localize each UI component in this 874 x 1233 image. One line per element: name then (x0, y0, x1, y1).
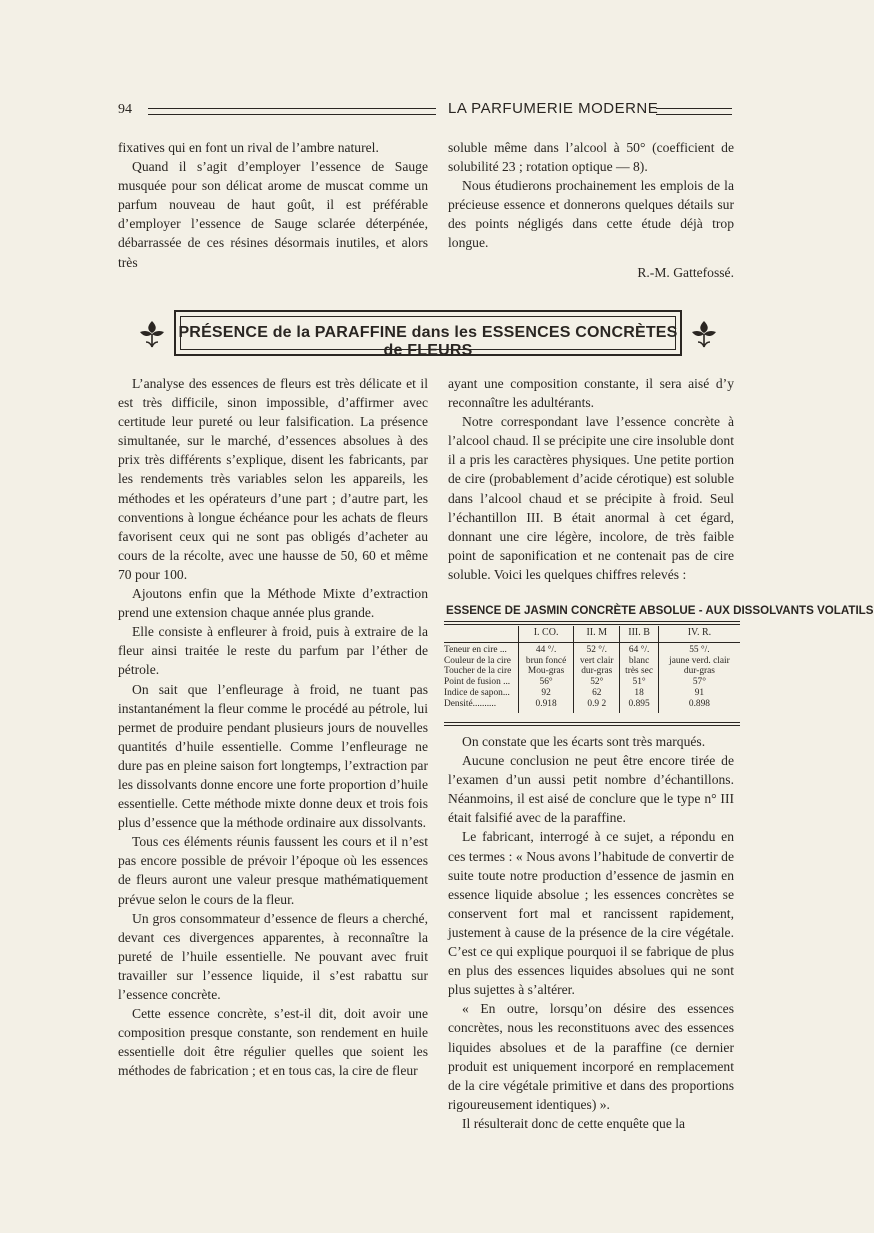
table-rule-bottom (444, 725, 740, 726)
table-row (444, 666, 740, 677)
table-cell: très sec (620, 666, 659, 677)
table-cell: 0.918 (519, 699, 574, 713)
column-top-right (448, 138, 734, 282)
table-rule-bottom (444, 722, 740, 723)
table-cell: 62 (574, 688, 620, 699)
paragraph: Un gros consommateur d’essence de fleurs a cherché, devant ces divergences apparentes, à reconnaître la pureté de l’huile essentielle. Ne pouvant avec fruit travailler sur l’essence liquide, il s’est rabattu sur l’essence concrète. (118, 910, 428, 1002)
row-label: Toucher de la cire (444, 666, 512, 677)
row-label: Point de fusion ... (444, 677, 511, 688)
author-signature: R.-M. Gattefossé. (637, 264, 734, 280)
table-cell: 64 °/. (620, 642, 659, 655)
paragraph: Il résulterait donc de cette enquête que la (462, 1115, 686, 1131)
table-cell: jaune verd. clair (658, 656, 740, 667)
table-cell: 0.9 2 (574, 699, 620, 713)
page-number: 94 (118, 102, 132, 117)
table-cell: 52 °/. (574, 642, 620, 655)
banner-frame (174, 310, 682, 359)
paragraph: Notre correspondant lave l’essence concrète à l’alcool chaud. Il se précipite une cire insoluble dont il a pris les caractères physiques. Une petite portion de cire (probablement d’acide cérotique) est soluble dans l’alcool chaud et se précipite à froid. Seul l’échantillon III. B était anormal à cet égard, donnant une cire légère, incolore, de très faible point de saponification et ne contenait pas de cire soluble. Voici les quelques chiffres relevés : (448, 414, 734, 582)
column-header: IV. R. (658, 626, 740, 642)
table-cell: 51° (620, 677, 659, 688)
table-cell: 0.895 (620, 699, 659, 713)
table-cell: Mou-gras (519, 666, 574, 677)
table-cell: 55 °/. (658, 642, 740, 655)
row-label: Densité.......... (444, 698, 497, 709)
table-cell: 57° (658, 677, 740, 688)
paragraph: Ajoutons enfin que la Méthode Mixte d’extraction prend une extension chaque année plus grande. (118, 586, 428, 621)
flower-ornament-icon (136, 318, 168, 350)
running-title: LA PARFUMERIE MODERNE (448, 100, 659, 117)
table-row (444, 656, 740, 667)
table-cell: vert clair (574, 656, 620, 667)
flower-ornament-icon (688, 318, 720, 350)
paragraph: Le fabricant, interrogé à ce sujet, a répondu en ces termes : « Nous avons l’habitude de convertir de suite toute notre production d’essence de jasmin en essence liquide absolue ; les essences concrètes se conservent fort mal et rancissent rapidement, justement à cause de la présence de la cire végétale. C’est ce qui explique pourquoi il se fabrique de plus en plus des essences liquides absolues qui ne sont plus sujettes à s’altérer. (448, 829, 734, 998)
table-row (444, 688, 740, 699)
header-rule-right (656, 108, 732, 115)
row-label: Indice de sapon... (444, 687, 510, 698)
paragraph: Aucune conclusion ne peut être encore tirée de l’examen d’un aussi petit nombre d’échantillons. Néanmoins, il est aisé de conclure que le type n° III était falsifié avec de la paraffine. (448, 753, 734, 826)
jasmine-wax-table (444, 626, 740, 713)
column-right-bottom (448, 732, 734, 1133)
table-header-row (444, 626, 740, 642)
section-banner (118, 306, 738, 362)
table-rule-top (444, 624, 740, 625)
paragraph: soluble même dans l’alcool à 50° (coefficient de solubilité 23 ; rotation optique — 8). (448, 140, 734, 175)
column-header: III. B (620, 626, 659, 642)
table-cell: 92 (519, 688, 574, 699)
paragraph: Nous étudierons prochainement les emplois de la précieuse essence et donnerons quelques détails sur des points négligés dans cette étude déjà trop longue. (448, 178, 734, 251)
table-title: ESSENCE DE JASMIN CONCRÈTE ABSOLUE - AUX DISSOLVANTS VOLATILS (446, 604, 874, 617)
table-cell: blanc (620, 656, 659, 667)
table-cell: 18 (620, 688, 659, 699)
running-header (118, 100, 732, 124)
paragraph: On sait que l’enfleurage à froid, ne tuant pas instantanément la fleur comme le procédé au pétrole, lui permet de produire pendant plusieurs jours de nouvelles quantités d’huile essentielle. Comme l’enfleurage ne dure pas en pleine saison fort longtemps, l’extraction par les dissolvants donne encore une forte proportion d’huile essentielle. Cette méthode mixte donne deux et trois fois plus d’essence que la méthode ordinaire aux dissolvants. (118, 681, 428, 831)
table-cell: 44 °/. (519, 642, 574, 655)
paragraph: ayant une composition constante, il sera aisé d’y reconnaître les adultérants. (448, 376, 734, 411)
paragraph: fixatives qui en font un rival de l’ambre naturel. (118, 140, 379, 155)
column-right-top (448, 374, 734, 584)
table-cell: 52° (574, 677, 620, 688)
column-left (118, 374, 428, 1080)
table-cell: dur-gras (658, 666, 740, 677)
section-title: PRÉSENCE de la PARAFFINE dans les ESSENCES CONCRÈTES de FLEURS (178, 324, 678, 359)
table-cell: brun foncé (519, 656, 574, 667)
column-top-left (118, 138, 428, 272)
table-row (444, 699, 740, 713)
table-row (444, 677, 740, 688)
table-rule-top (444, 621, 740, 622)
table-cell: 56° (519, 677, 574, 688)
paragraph: Quand il s’agit d’employer l’essence de Sauge musquée pour son délicat arome de muscat comme un parfum nouveau de haut goût, il est préférable d’employer l’essence de Sauge sclarée déterpénée, débarrassée de ces résines désormais inutiles, et alors très (118, 159, 428, 270)
column-header: II. M (574, 626, 620, 642)
table-row (444, 642, 740, 655)
column-header: I. CO. (519, 626, 574, 642)
paragraph: Tous ces éléments réunis faussent les cours et il n’est pas encore possible de prévoir l’époque où les essences de fleurs auront une valeur presque mathématiquement prévue selon le cours de la fleur. (118, 834, 428, 907)
table-cell: 0.898 (658, 699, 740, 713)
paragraph: L’analyse des essences de fleurs est très délicate et il est très difficile, sinon impossible, d’affirmer avec certitude leur pureté ou leur falsification. La présence simultanée, sur le marché, d’essences absolues à des prix très différents s’explique, disent les fabricants, par les rendements très variables selon les appareils, les méthodes et les opérateurs d’une part ; d’autre part, les conventions à longue échéance pour les achats de fleurs favorisent ceux qui ne sont pas obligés d’acheter au cours de la récolte, avec une hausse de 50, 60 et même 70 pour 100. (118, 376, 428, 582)
row-label: Teneur en cire ... (444, 644, 507, 655)
table-corner (444, 626, 519, 642)
row-label: Couleur de la cire (444, 655, 511, 666)
paragraph: On constate que les écarts sont très marqués. (462, 734, 706, 749)
paragraph: Elle consiste à enfleurer à froid, puis à extraire de la fleur ainsi traitée le reste du parfum par l’éther de pétrole. (118, 624, 428, 678)
table-cell: 91 (658, 688, 740, 699)
paragraph: Cette essence concrète, s’est-il dit, doit avoir une composition presque constante, son rendement en huile essentielle doit être régulier quelles que soient les méthodes de fabrication ; et en tous cas, la cire de fleur (118, 1006, 428, 1079)
paragraph: « En outre, lorsqu’on désire des essences concrètes, nous les reconstituons avec des essences liquides absolues et de la paraffine (ce dernier produit est uniquement incorporé en remplacement de la cire végétale primitive et dans des proportions rigoureusement identiques) ». (448, 1001, 734, 1112)
table-cell: dur-gras (574, 666, 620, 677)
header-rule-left (148, 108, 436, 115)
